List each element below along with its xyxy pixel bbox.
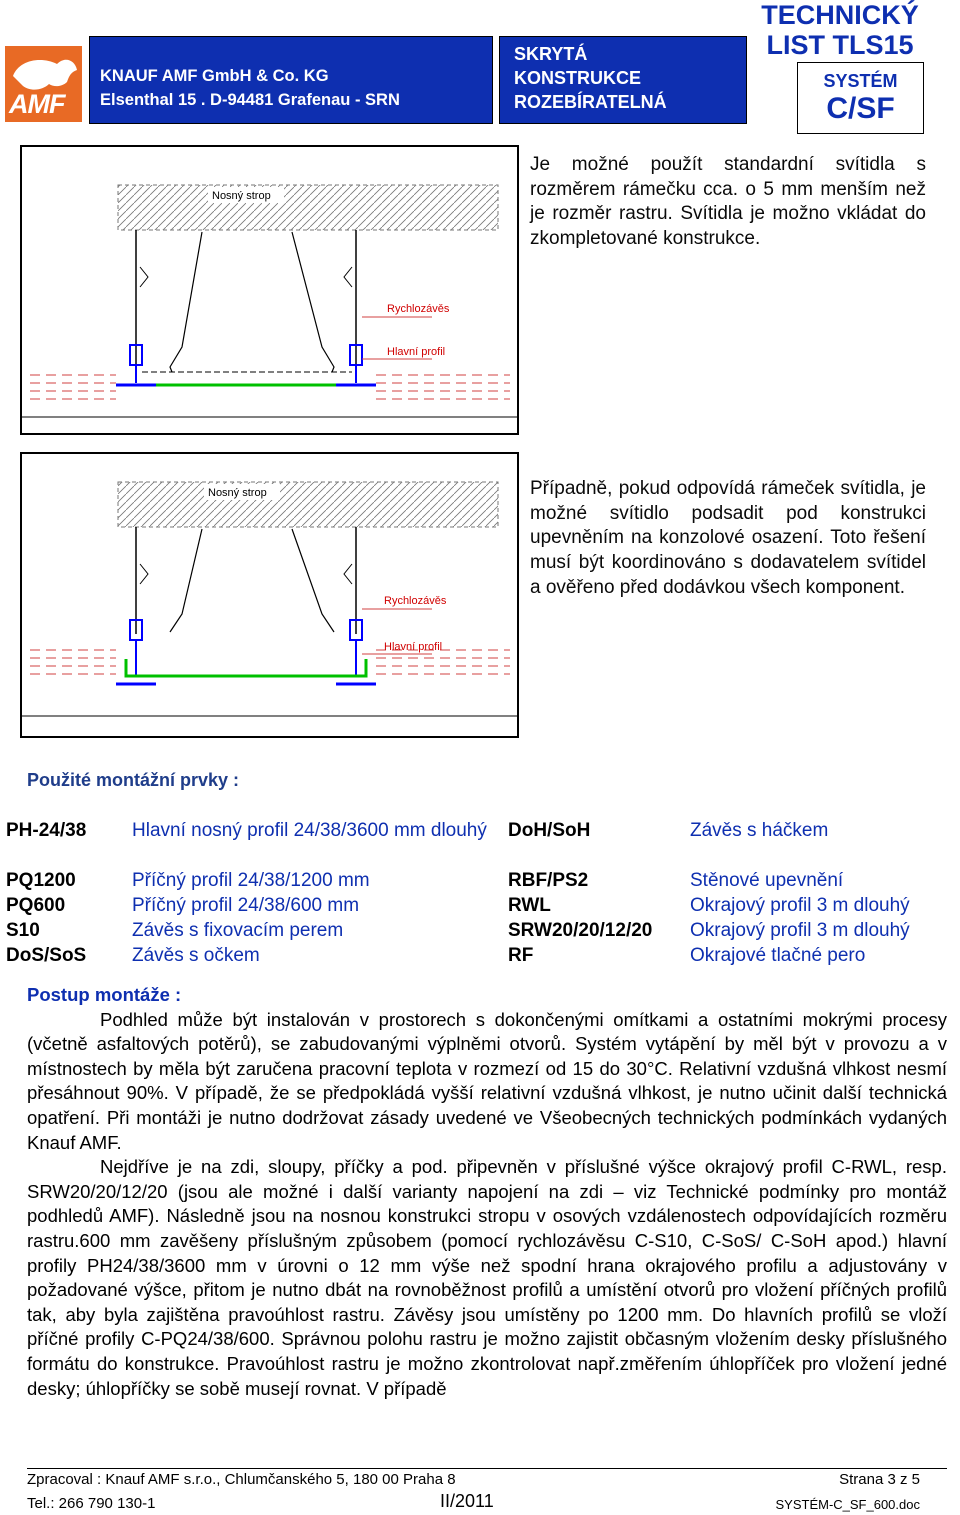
footer-page-number: Strana 3 z 5	[839, 1471, 920, 1488]
sheet-title-line-2: LIST TLS15	[766, 30, 914, 60]
component-desc: Okrajové tlačné pero	[690, 945, 866, 966]
type-line-1: SKRYTÁ	[514, 44, 588, 64]
component-code: RBF/PS2	[508, 870, 589, 891]
footer-date: II/2011	[440, 1491, 494, 1511]
construction-type-box	[499, 36, 747, 124]
ceiling-slab	[118, 185, 498, 230]
system-code: C/SF	[826, 92, 895, 125]
component-code: RF	[508, 945, 534, 966]
table-row	[6, 868, 950, 893]
component-code: DoH/SoH	[508, 820, 591, 841]
table-row	[6, 893, 950, 918]
footer-rule	[27, 1468, 947, 1469]
company-name: KNAUF AMF GmbH & Co. KG	[100, 67, 329, 85]
detail-drawing-2	[20, 452, 519, 738]
component-desc: Stěnové upevnění	[690, 870, 844, 891]
component-desc: Závěs s očkem	[132, 945, 260, 966]
component-code: SRW20/20/12/20	[508, 920, 653, 941]
company-address: Elsenthal 15 . D-94481 Grafenau - SRN	[100, 91, 400, 109]
sheet-title-line-1: TECHNICKÝ	[761, 0, 919, 30]
component-desc: Závěs s háčkem	[690, 820, 829, 841]
logo-text: AMF	[9, 89, 65, 119]
amf-logo	[5, 46, 82, 122]
light-fixture-frame	[126, 659, 366, 676]
footer-prepared-by: Zpracoval : Knauf AMF s.r.o., Chlumčanského 5, 180 00 Praha 8	[27, 1471, 456, 1488]
component-code: DoS/SoS	[6, 945, 87, 966]
table-row	[6, 918, 950, 943]
system-label: SYSTÉM	[823, 71, 898, 91]
system-box	[797, 62, 924, 134]
label-clip: Rychlozávěs	[387, 303, 450, 315]
component-code: PQ600	[6, 895, 66, 916]
fixture-note-2: Případně, pokud odpovídá rámeček svítidla, je možné svítidlo podsadit pod konstrukci upevněním na konzolové osazení. Toto řešení musí být koordinováno s dodavatelem svítidel a ověřeno před dodávkou všech komponent.	[530, 478, 926, 598]
components-table	[6, 818, 950, 968]
component-desc: Okrajový profil 3 m dlouhý	[690, 920, 910, 941]
label-clip: Rychlozávěs	[384, 595, 447, 607]
assembly-paragraph-2: Nejdříve je na zdi, sloupy, příčky a pod. připevněn v příslušné výšce okrajový profil C-RWL, resp. SRW20/20/12/20 (jsou ale možné i další varianty napojení na zdi – viz Technické podmínky pro montáž podhledů AMF). Následně jsou na nosnou konstrukci stropu v osových vzdálenostech odpovídajících rozměru rastru.600 mm zavěšeny příslušným způsobem (pomocí rychlozávěsu C-S10, C-SoS/ C-SoH apod.) hlavní profily PH24/38/3600 mm v úrovni o 12 mm výše než spodní hrana okrajového profilu a adjustovány v požadované výšce, přitom je nutno dbát na rovnoběžnost profilů a umístění otvorů pro vložení příčných profilů tak, aby byla zajištěna pravoúhlost rastru. Závěsy jsou umístěny po 1200 mm. Do hlavních profilů se vloží příčné profily C-PQ24/38/600. Správnou polohu rastru je možno zajistit občasným vložením desky příslušného formátu do konstrukce. Pravoúhlost rastru je možno zkontrolovat např.změřením úhlopříček pro vložení jedné desky; úhlopříčky se sobě musejí rovnat. V případě	[27, 1156, 947, 1399]
label-main-profile: Hlavní profil	[384, 641, 443, 653]
assembly-paragraph-1: Podhled může být instalován v prostorech s dokončenými omítkami a ostatními mokrými procesy (včetně asfaltových potěrů), se zabudovanými výplněmi otvorů. Systém vytápění by měl být v provozu a v místnostech by měla být zaručena pracovní teplota v rozmezí od 15 do 30°C. Relativní vzdušná vlhkost nesmí přesáhnout 90%. V případě, že se předpokládá vyšší relativní vzdušná vlhkost, je nutno učinit další technická opatření. Při montáži je nutno dodržovat zásady uvedené ve Všeobecných technických podmínkách vydaných Knauf AMF.	[27, 1008, 947, 1153]
fixture-note-1: Je možné použít standardní svítidla s rozměrem rámečku cca. o 5 mm menším než je rozměr rastru. Svítidla je možno vkládat do zkompletované konstrukce.	[530, 154, 926, 250]
type-line-2: KONSTRUKCE	[514, 68, 642, 88]
label-ceiling: Nosný strop	[212, 190, 271, 202]
type-line-3: ROZEBÍRATELNÁ	[514, 92, 667, 112]
component-code: RWL	[508, 895, 551, 916]
components-title: Použité montážní prvky :	[27, 770, 240, 790]
detail-drawing-1	[20, 145, 519, 435]
company-box	[89, 36, 493, 124]
sheet-title	[754, 0, 926, 60]
component-desc: Okrajový profil 3 m dlouhý	[690, 895, 910, 916]
table-row	[6, 818, 950, 868]
footer-phone: Tel.: 266 790 130-1	[27, 1495, 156, 1512]
component-desc: Příčný profil 24/38/600 mm	[132, 895, 360, 916]
component-code: PH-24/38	[6, 820, 87, 841]
component-desc: Hlavní nosný profil 24/38/3600 mm dlouhý	[132, 820, 487, 841]
component-desc: Příčný profil 24/38/1200 mm	[132, 870, 370, 891]
assembly-title: Postup montáže :	[27, 984, 182, 1005]
table-row	[6, 943, 950, 968]
label-main-profile: Hlavní profil	[387, 346, 446, 358]
component-code: PQ1200	[6, 870, 76, 891]
label-ceiling: Nosný strop	[208, 487, 267, 499]
component-desc: Závěs s fixovacím perem	[132, 920, 344, 941]
component-code: S10	[6, 920, 40, 941]
footer-document-name: SYSTÉM-C_SF_600.doc	[775, 1497, 920, 1512]
assembly-procedure	[27, 983, 947, 1401]
